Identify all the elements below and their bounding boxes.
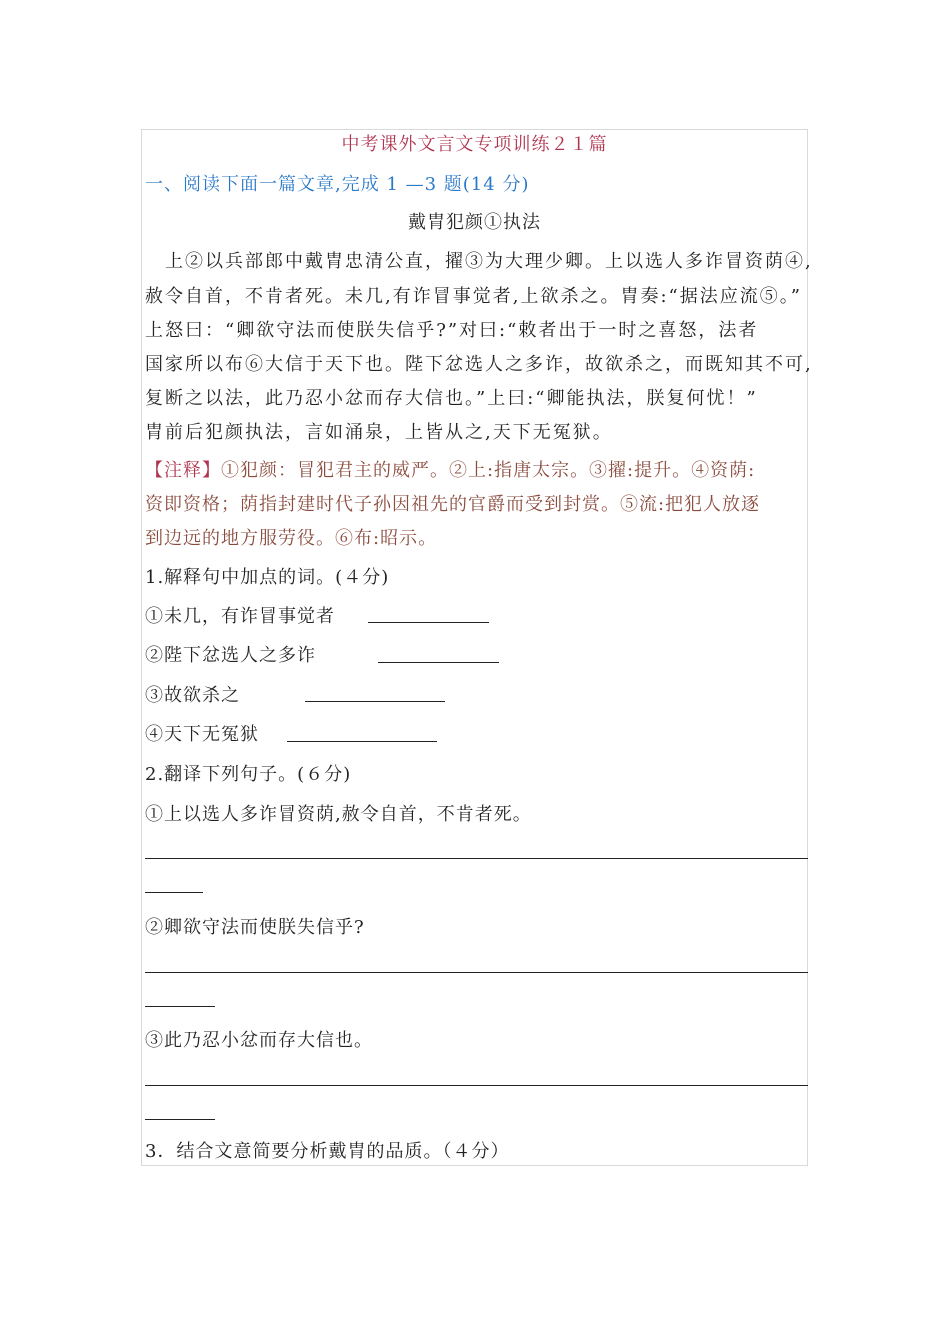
article-title: 戴胄犯颜①执法 (408, 212, 541, 233)
answer-line[interactable] (145, 1119, 215, 1120)
question-1-heading: 1.解释句中加点的词。(４分) (145, 567, 390, 588)
question-1-item: ②陛下忿选人之多诈 (145, 645, 316, 666)
article-line: 复断之以法，此乃忍小忿而存大信也。”上曰:“卿能执法，朕复何忧！” (145, 388, 758, 409)
notes-line (145, 456, 755, 482)
answer-blank[interactable] (305, 701, 445, 702)
answer-blank[interactable] (378, 662, 499, 663)
question-1-item: ①未几，有诈冒事觉者 (145, 606, 335, 627)
notes-tag: 【注释】 (145, 460, 221, 481)
question-2-item: ①上以选人多诈冒资荫,赦令自首，不肯者死。 (145, 804, 532, 825)
answer-blank[interactable] (287, 741, 437, 742)
article-line: 胄前后犯颜执法，言如涌泉，上皆从之,天下无冤狱。 (145, 422, 613, 443)
question-2-heading: 2.翻译下列句子。(６分) (145, 764, 352, 785)
question-2-item: ②卿欲守法而使朕失信乎? (145, 917, 365, 938)
article-line: 上②以兵部郎中戴胄忠清公直，擢③为大理少卿。上以选人多诈冒资荫④, (145, 251, 813, 272)
page-title: 中考课外文言文专项训练２１篇 (341, 134, 608, 155)
question-1-item: ③故欲杀之 (145, 685, 240, 706)
article-line: 赦令自首，不肯者死。未几,有诈冒事觉者,上欲杀之。胄奏:“据法应流⑤。” (145, 286, 802, 307)
question-1-item: ④天下无冤狱 (145, 724, 259, 745)
section-heading: 一、阅读下面一篇文章,完成 1 —3 题(14 分) (145, 174, 530, 195)
notes-line: 到边远的地方服劳役。⑥布:昭示。 (145, 528, 438, 549)
notes-text: ①犯颜：冒犯君主的威严。②上:指唐太宗。③擢:提升。④资荫: (221, 460, 756, 481)
answer-line[interactable] (145, 1006, 215, 1007)
article-line: 上怒曰：“卿欲守法而使朕失信乎?”对曰:“敕者出于一时之喜怒，法者 (145, 320, 759, 341)
answer-blank[interactable] (368, 622, 489, 623)
notes-line: 资即资格；荫指封建时代子孙因祖先的官爵而受到封赏。⑤流:把犯人放逐 (145, 494, 761, 515)
answer-line[interactable] (145, 972, 808, 973)
question-3-heading: 3．结合文意简要分析戴胄的品质。（４分） (145, 1141, 510, 1162)
question-2-item: ③此乃忍小忿而存大信也。 (145, 1030, 373, 1051)
answer-line[interactable] (145, 1085, 808, 1086)
article-line: 国家所以布⑥大信于天下也。陛下忿选人之多诈，故欲杀之，而既知其不可, (145, 354, 813, 375)
answer-line[interactable] (145, 892, 203, 893)
answer-line[interactable] (145, 858, 808, 859)
